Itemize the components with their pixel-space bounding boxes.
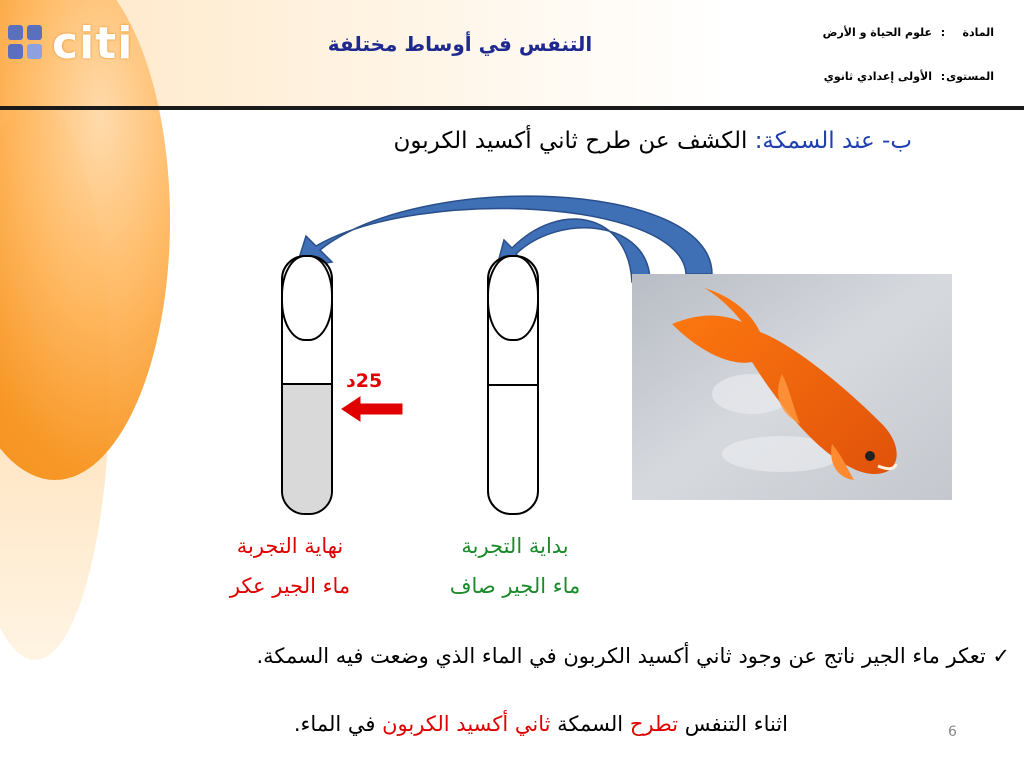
end-caption-result: ماء الجير عكر xyxy=(229,574,351,598)
subject-value: علوم الحياة و الأرض xyxy=(822,26,932,39)
start-caption-result: ماء الجير صاف xyxy=(449,574,581,598)
liquid-level-line xyxy=(489,384,537,386)
section-prefix: ب- عند السمكة: xyxy=(754,128,912,154)
conclusion-text-2c: السمكة xyxy=(550,712,630,736)
conclusion-text-2a: اثناء التنفس xyxy=(678,712,788,736)
liquid-level-line xyxy=(283,383,331,385)
cloudy-limewater xyxy=(283,385,331,513)
conclusion-text-2d: ثاني أكسيد الكربون xyxy=(382,712,551,736)
conclusion-line-1 xyxy=(256,644,1010,668)
level-label: المستوى xyxy=(946,70,994,83)
timer-label: 25د xyxy=(346,370,383,392)
level-value: الأولى إعدادي ثانوي xyxy=(823,70,932,83)
level-separator: : xyxy=(940,70,946,83)
subject-separator: : xyxy=(940,26,946,39)
conclusion-text-1: تعكر ماء الجير ناتج عن وجود ثاني أكسيد الكربون في الماء الذي وضعت فيه السمكة. xyxy=(256,644,986,668)
subject-label: المادة xyxy=(962,26,994,39)
stopper-start xyxy=(487,255,539,341)
start-caption-title: بداية التجربة xyxy=(461,534,569,558)
page-number: 6 xyxy=(948,724,957,740)
end-caption-title: نهاية التجربة xyxy=(236,534,344,558)
conclusion-text-2e: في الماء. xyxy=(293,712,383,736)
check-icon: ✓ xyxy=(992,644,1010,668)
logo-text: citi xyxy=(52,17,134,69)
conclusion-text-2b: تطرح xyxy=(629,712,679,736)
slide-title: التنفس في أوساط مختلفة xyxy=(327,32,593,56)
red-left-arrow xyxy=(342,397,402,421)
conclusion-line-2 xyxy=(294,712,788,736)
section-text: الكشف عن طرح ثاني أكسيد الكربون xyxy=(393,128,755,154)
stopper-end xyxy=(281,255,333,341)
goldfish-photo xyxy=(632,274,952,500)
